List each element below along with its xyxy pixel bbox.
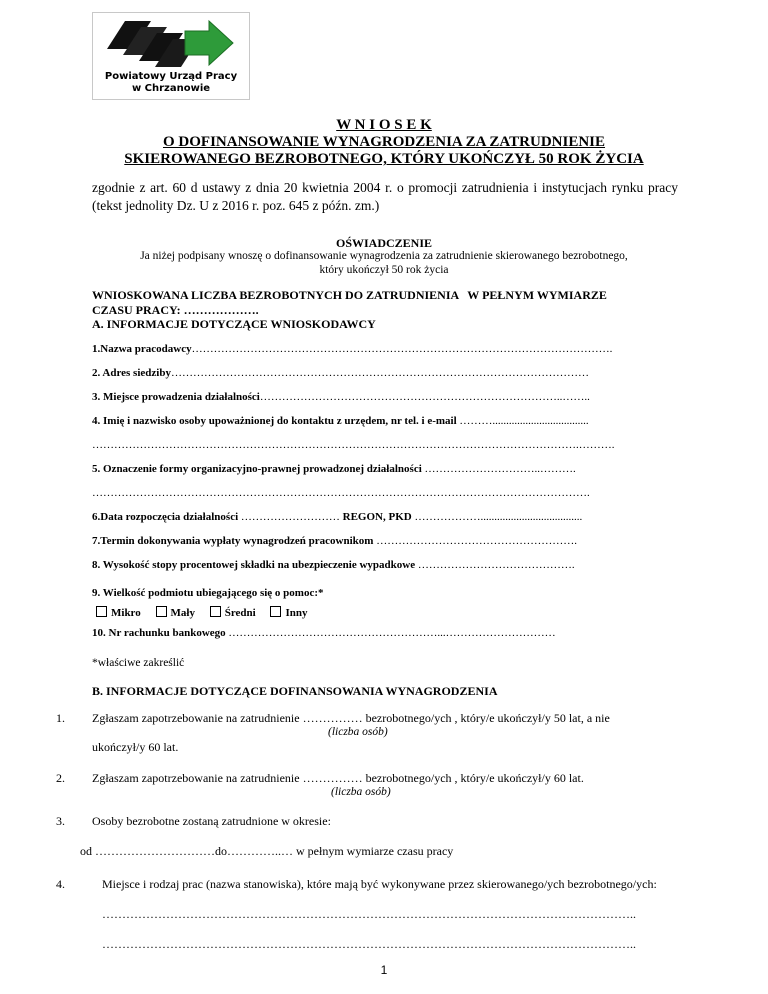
field-payment-date[interactable] — [92, 534, 678, 548]
section-b-heading: B. INFORMACJE DOTYCZĄCE DOFINANSOWANIA WYNAGRODZENIA — [92, 684, 498, 698]
logo-line2: w Chrzanowie — [131, 83, 211, 94]
field-label: 1.Nazwa pracodawcy — [92, 343, 192, 355]
item4-number: 4. — [56, 877, 65, 891]
checkbox-label: Mały — [170, 607, 195, 619]
field-dots: …………………………………………………………………………………………………………………….………. — [92, 439, 615, 451]
field-label: 10. Nr rachunku bankowego — [92, 627, 226, 639]
field-label: 5. Oznaczenie formy organizacyjno-prawnej prowadzonej działalności — [92, 463, 422, 475]
item2-text: Zgłaszam zapotrzebowanie na zatrudnienie …………… bezrobotnego/ych , który/e ukończył/y 60 lat. — [92, 771, 584, 785]
field-legal-form[interactable] — [92, 462, 678, 476]
field-contact-person-cont[interactable] — [92, 438, 678, 452]
checkbox-label: Średni — [224, 607, 256, 619]
checkbox-sredni[interactable] — [210, 607, 256, 619]
field-entity-size-label — [92, 586, 678, 600]
logo — [92, 12, 250, 100]
item1-text: Zgłaszam zapotrzebowanie na zatrudnienie …………… bezrobotnego/ych , który/e ukończył/y 50 lat, a nie — [92, 711, 610, 725]
title-line2: O DOFINANSOWANIE WYNAGRODZENIA ZA ZATRUDNIENIE — [162, 134, 606, 150]
field-dots: ………………………………………………. — [373, 535, 577, 547]
declaration-line2: który ukończył 50 rok życia — [319, 264, 449, 276]
checkbox-icon — [210, 606, 221, 617]
field-label: 3. Miejsce prowadzenia działalności — [92, 391, 260, 403]
item4-dots-line1[interactable]: …………………………………………………………………………………………………………………….. — [102, 907, 636, 921]
item2-hint: (liczba osób) — [331, 786, 391, 798]
checkbox-mikro[interactable] — [96, 607, 141, 619]
checkbox-icon — [96, 606, 107, 617]
field-label: 8. Wysokość stopy procentowej składki na ubezpieczenie wypadkowe — [92, 559, 416, 571]
page-number: 1 — [380, 963, 388, 977]
title-line1: W N I O S E K — [336, 117, 432, 133]
checkbox-maly[interactable] — [156, 607, 195, 619]
field-dots: …………………………..………. — [421, 463, 576, 475]
field-label: 6.Data rozpoczęcia działalności — [92, 511, 239, 523]
item2-number: 2. — [56, 771, 65, 785]
item4-dots-line2[interactable]: …………………………………………………………………………………………………………………….. — [102, 937, 636, 951]
item3-number: 3. — [56, 814, 65, 828]
item1-hint: (liczba osób) — [328, 726, 388, 738]
field-business-location[interactable] — [92, 390, 678, 404]
field-label: 7.Termin dokonywania wypłaty wynagrodzeń pracownikom — [92, 535, 374, 547]
checkbox-label: Mikro — [111, 607, 141, 619]
field-dots: …………………………………………………...………………………… — [225, 627, 556, 639]
legal-basis: zgodnie z art. 60 d ustawy z dnia 20 kwietnia 2004 r. o promocji zatrudnienia i instytucjach rynku pracy (tekst jednolity Dz. U z 2016 r. poz. 645 z późn. zm.) — [92, 180, 678, 213]
field-start-date-regon[interactable] — [92, 510, 678, 524]
requested-count-line1: WNIOSKOWANA LICZBA BEZROBOTNYCH DO ZATRUDNIENIA W PEŁNYM WYMIARZE — [92, 288, 607, 302]
field-label-regon: REGON, PKD — [342, 511, 412, 523]
title-line3: SKIEROWANEGO BEZROBOTNEGO, KTÓRY UKOŃCZYŁ 50 ROK ŻYCIA — [124, 151, 644, 167]
field-dots: ………………………………………………………………………………………………………………………. — [92, 487, 590, 499]
field-dots: ………………..................................... — [411, 511, 583, 523]
logo-graphic — [93, 13, 249, 71]
item4-text: Miejsce i rodzaj prac (nazwa stanowiska), które mają być wykonywane przez skierowanego/ych bezrobotnego/ych: — [102, 877, 657, 891]
item3-text: Osoby bezrobotne zostaną zatrudnione w okresie: — [92, 814, 331, 828]
checkbox-icon — [270, 606, 281, 617]
field-dots: ……………………………………………………………………………………………………. — [191, 343, 613, 355]
checkbox-label: Inny — [285, 607, 308, 619]
field-legal-form-cont[interactable] — [92, 486, 678, 500]
footnote: *właściwe zakreślić — [92, 657, 185, 669]
field-dots: ………………………………………………………………………..…….. — [259, 391, 590, 403]
item1-number: 1. — [56, 711, 65, 725]
field-employer-name[interactable] — [92, 342, 678, 356]
item1-cont: ukończył/y 60 lat. — [92, 740, 179, 754]
item3-period[interactable]: od …………………………do…………..… w pełnym wymiarze czasu pracy — [80, 844, 454, 858]
entity-size-options — [96, 606, 307, 619]
declaration-line1: Ja niżej podpisany wnoszę o dofinansowanie wynagrodzenia za zatrudnienie skierowanego bezrobotnego, — [140, 250, 628, 262]
section-a-heading: A. INFORMACJE DOTYCZĄCE WNIOSKODAWCY — [92, 317, 376, 331]
field-address[interactable] — [92, 366, 678, 380]
requested-count-line2: CZASU PRACY: ………………. — [92, 303, 259, 317]
field-label: 2. Adres siedziby — [92, 367, 171, 379]
field-label: 9. Wielkość podmiotu ubiegającego się o pomoc:* — [92, 587, 324, 599]
field-dots: ……………………… — [238, 511, 343, 523]
checkbox-inny[interactable] — [270, 607, 307, 619]
field-dots: ………................................... — [456, 415, 589, 427]
logo-line1: Powiatowy Urząd Pracy — [104, 71, 238, 82]
field-label: 4. Imię i nazwisko osoby upoważnionej do kontaktu z urzędem, nr tel. i e-mail — [92, 415, 457, 427]
checkbox-icon — [156, 606, 167, 617]
field-dots: ……………………………………. — [415, 559, 575, 571]
field-contact-person[interactable] — [92, 414, 678, 428]
field-bank-account[interactable] — [92, 626, 678, 640]
field-dots: …………………………………………………………………………………………………… — [170, 367, 589, 379]
declaration-heading: OŚWIADCZENIE — [335, 236, 433, 250]
field-accident-rate[interactable] — [92, 558, 678, 572]
